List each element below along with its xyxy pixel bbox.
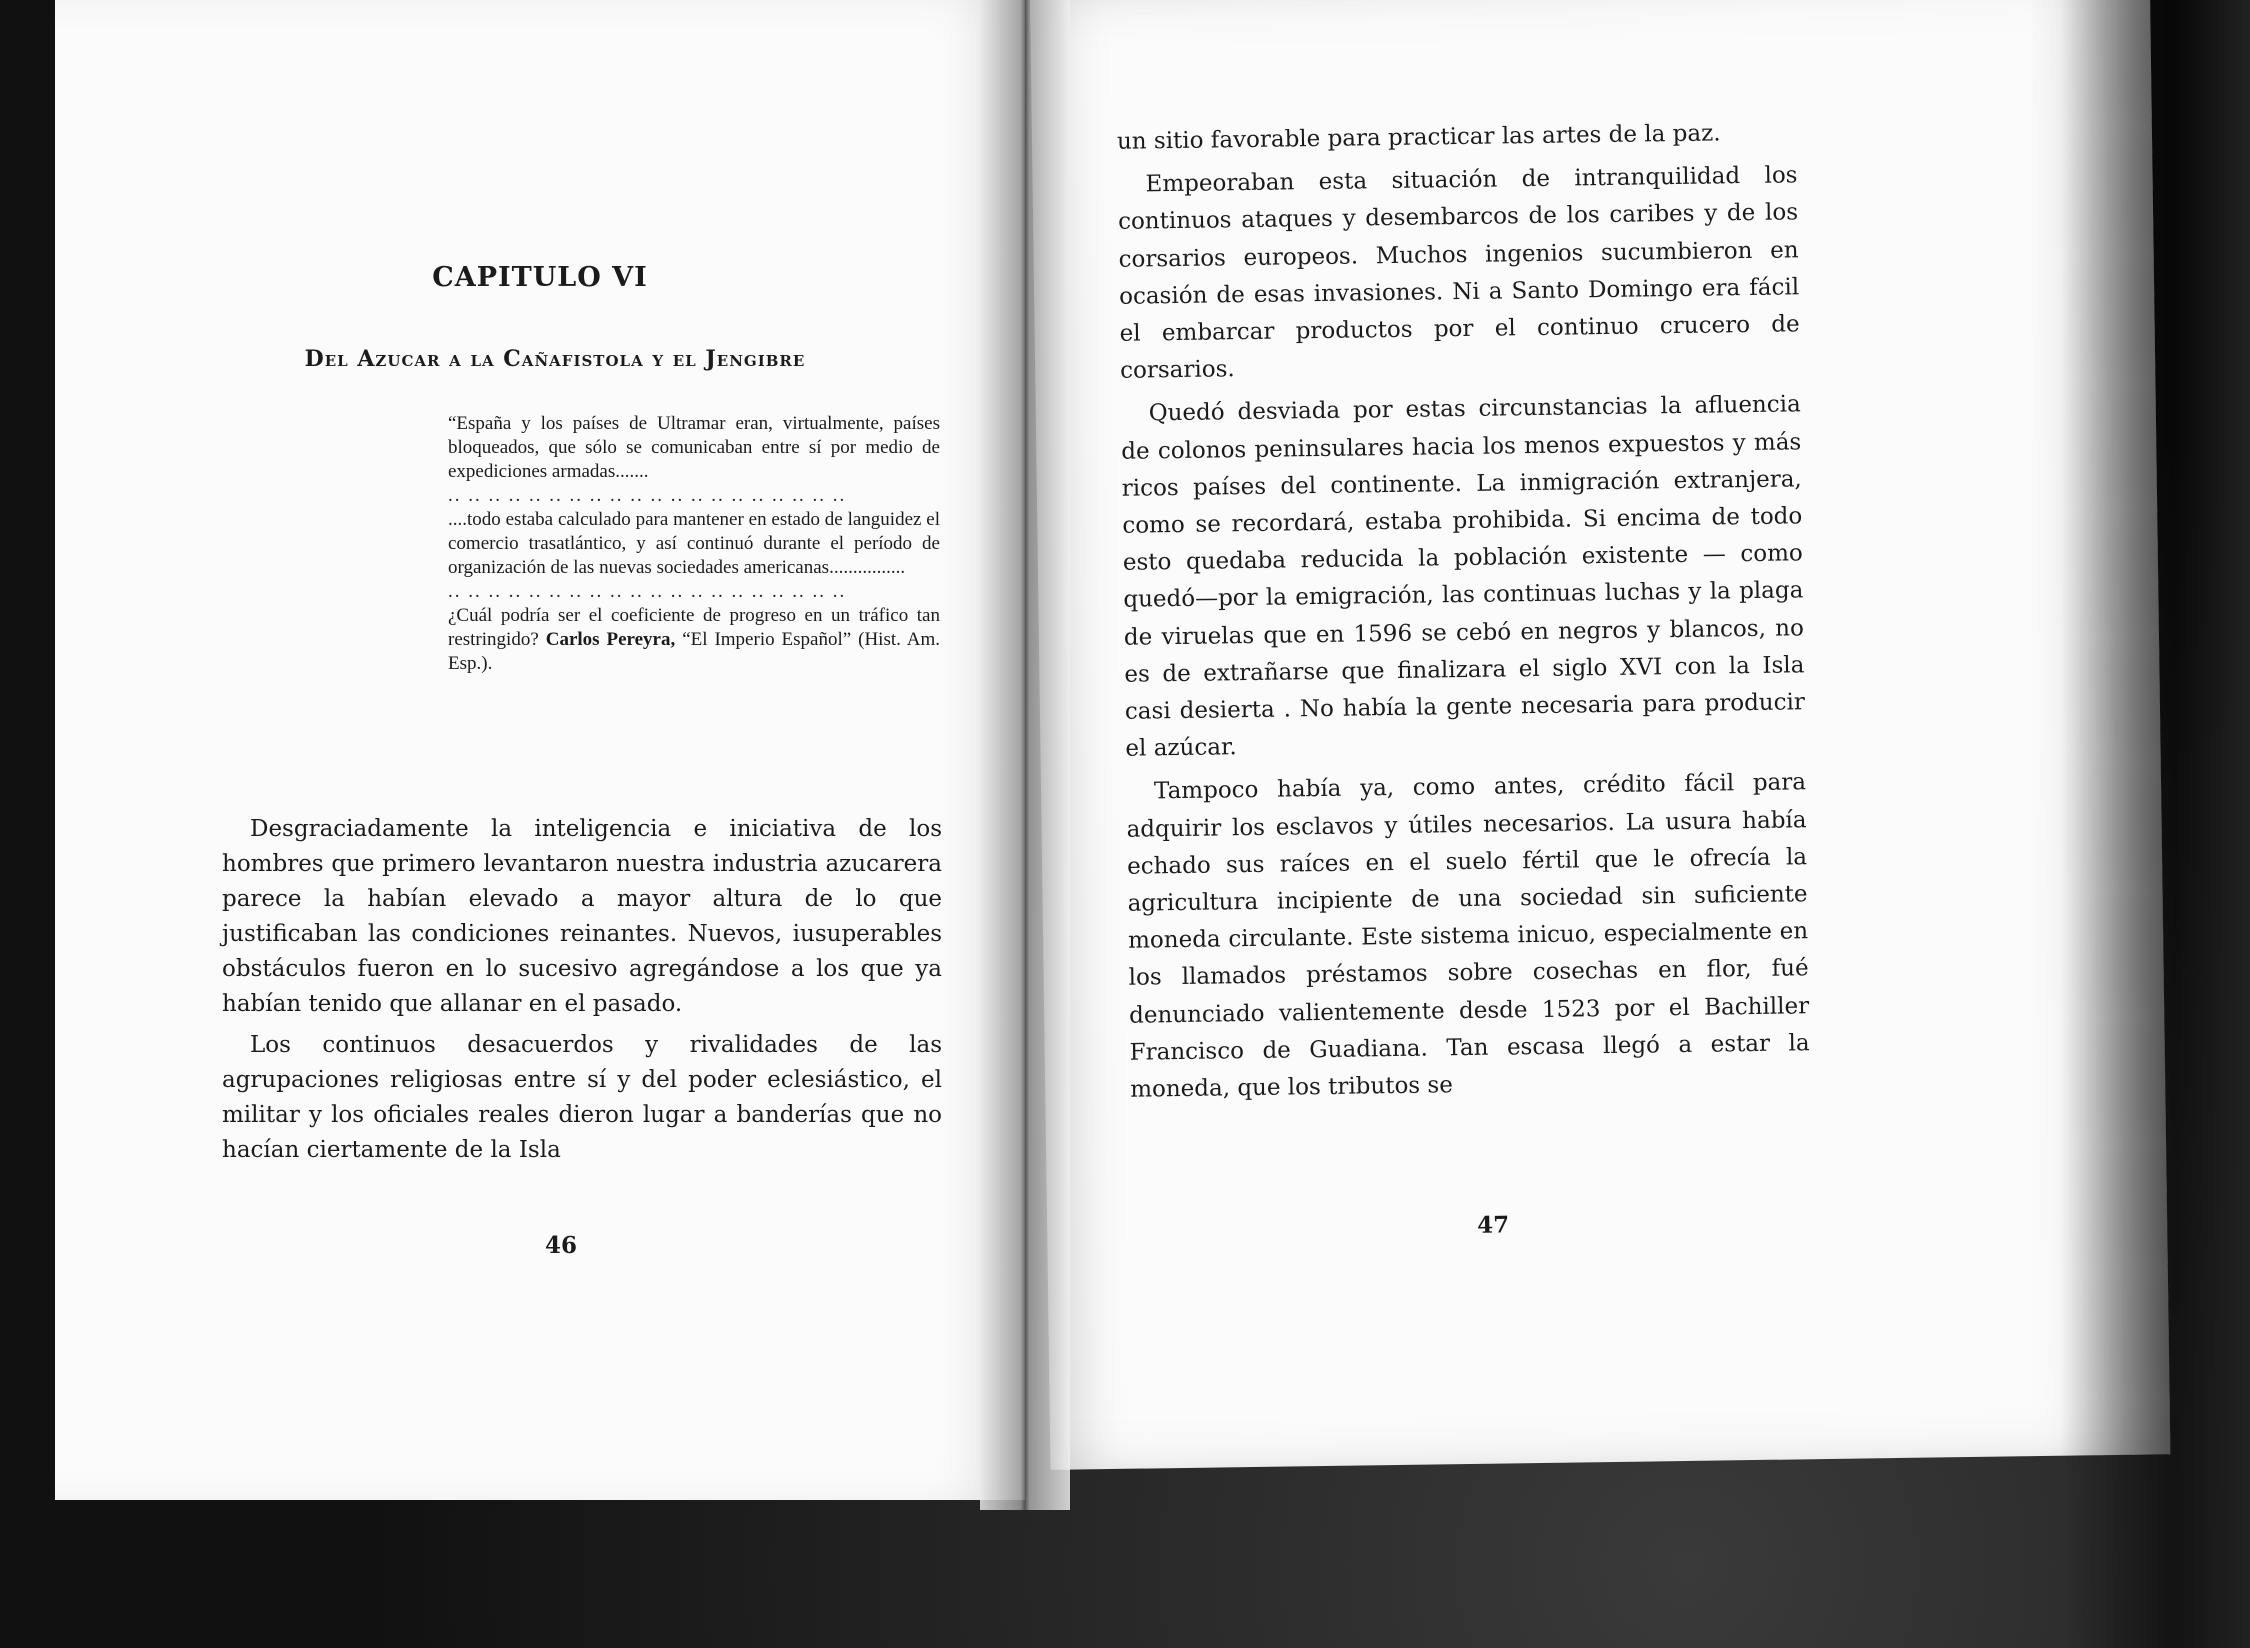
epigraph-paragraph-2: ....todo estaba calculado para mantener en estado de languidez el comercio trasatlántico, y así continuó durante el período de organización de las nuevas sociedades americanas................ bbox=[448, 509, 940, 578]
left-paragraph-2: Los continuos desacuerdos y rivalidades de las agrupaciones religiosas entre sí y del poder eclesiástico, el militar y los oficiales reales dieron lugar a banderías que no hacían ciertamente de la Isla bbox=[222, 1032, 942, 1163]
epigraph-source: “El Imperio Español” (Hist. Am. Esp.). bbox=[448, 629, 941, 674]
epigraph-ellipsis-2: .. .. .. .. .. .. .. .. .. .. .. .. .. .. .. .. .. .. .. .. bbox=[448, 581, 847, 602]
right-paragraph-3: Quedó desviada por estas circunstancias la afluencia de colonos peninsulares hacia los menos expuestos y más ricos países del continente. La inmigración extranjera, como se recordará, estaba prohibida. Si encima de todo esto quedaba reducida la población existente — como quedó—por la emigración, las continuas luchas y la plaga de viruelas que en 1596 se cebó en negros y blancos, no es de extrañarse que finalizara el siglo XVI con la Isla casi desierta . No había la gente necesaria para producir el azúcar. bbox=[1121, 391, 1806, 762]
left-body-text bbox=[222, 812, 942, 1174]
epigraph-ellipsis-1: .. .. .. .. .. .. .. .. .. .. .. .. .. .. .. .. .. .. .. .. bbox=[448, 485, 847, 506]
right-body-text bbox=[1117, 114, 1811, 1115]
chapter-title: CAPITULO VI bbox=[432, 262, 648, 293]
page-number-right: 47 bbox=[1476, 1211, 1510, 1239]
right-paragraph-1: un sitio favorable para practicar las artes de la paz. bbox=[1116, 120, 1721, 155]
book-gutter bbox=[980, 0, 1070, 1510]
page-edge-shadow bbox=[2060, 0, 2250, 1648]
epigraph-question: ¿Cuál podría ser el coeficiente de progreso en un tráfico tan restringido? bbox=[448, 605, 940, 650]
left-page bbox=[55, 0, 1025, 1500]
left-paragraph-1: Desgraciadamente la inteligencia e iniciativa de los hombres que primero levantaron nuestra industria azucarera parece la habían elevado a mayor altura de lo que justificaban las condiciones reinantes. Nuevos, iusuperables obstáculos fueron en lo sucesivo agregándose a los que ya habían tenido que allanar en el pasado. bbox=[222, 816, 942, 1017]
right-page bbox=[1030, 0, 2170, 1470]
right-paragraph-4: Tampoco había ya, como antes, crédito fácil para adquirir los esclavos y útiles necesarios. La usura había echado sus raíces en el suelo fértil que le ofrecía la agricultura incipiente de una sociedad sin suficiente moneda circulante. Este sistema inicuo, especialmente en los llamados préstamos sobre cosechas en flor, fué denunciado valientemente desde 1523 por el Bachiller Francisco de Guadiana. Tan escasa llegó a estar la moneda, que los tributos se bbox=[1126, 769, 1810, 1103]
epigraph-paragraph-1: “España y los países de Ultramar eran, virtualmente, países bloqueados, que sólo se comunicaban entre sí por medio de expediciones armadas....... bbox=[448, 413, 940, 482]
right-paragraph-2: Empeoraban esta situación de intranquilidad los continuos ataques y desembarcos de los caribes y de los corsarios europeos. Muchos ingenios sucumbieron en ocasión de esas invasiones. Ni a Santo Domingo era fácil el embarcar productos por el continuo crucero de corsarios. bbox=[1117, 162, 1800, 384]
epigraph-paragraph-3 bbox=[448, 604, 940, 676]
epigraph-author: Carlos Pereyra, bbox=[545, 629, 676, 650]
chapter-subtitle: Del Azucar a la Cañafistola y el Jengibre bbox=[304, 346, 806, 372]
page-number-left: 46 bbox=[545, 1232, 578, 1259]
epigraph bbox=[448, 412, 940, 676]
